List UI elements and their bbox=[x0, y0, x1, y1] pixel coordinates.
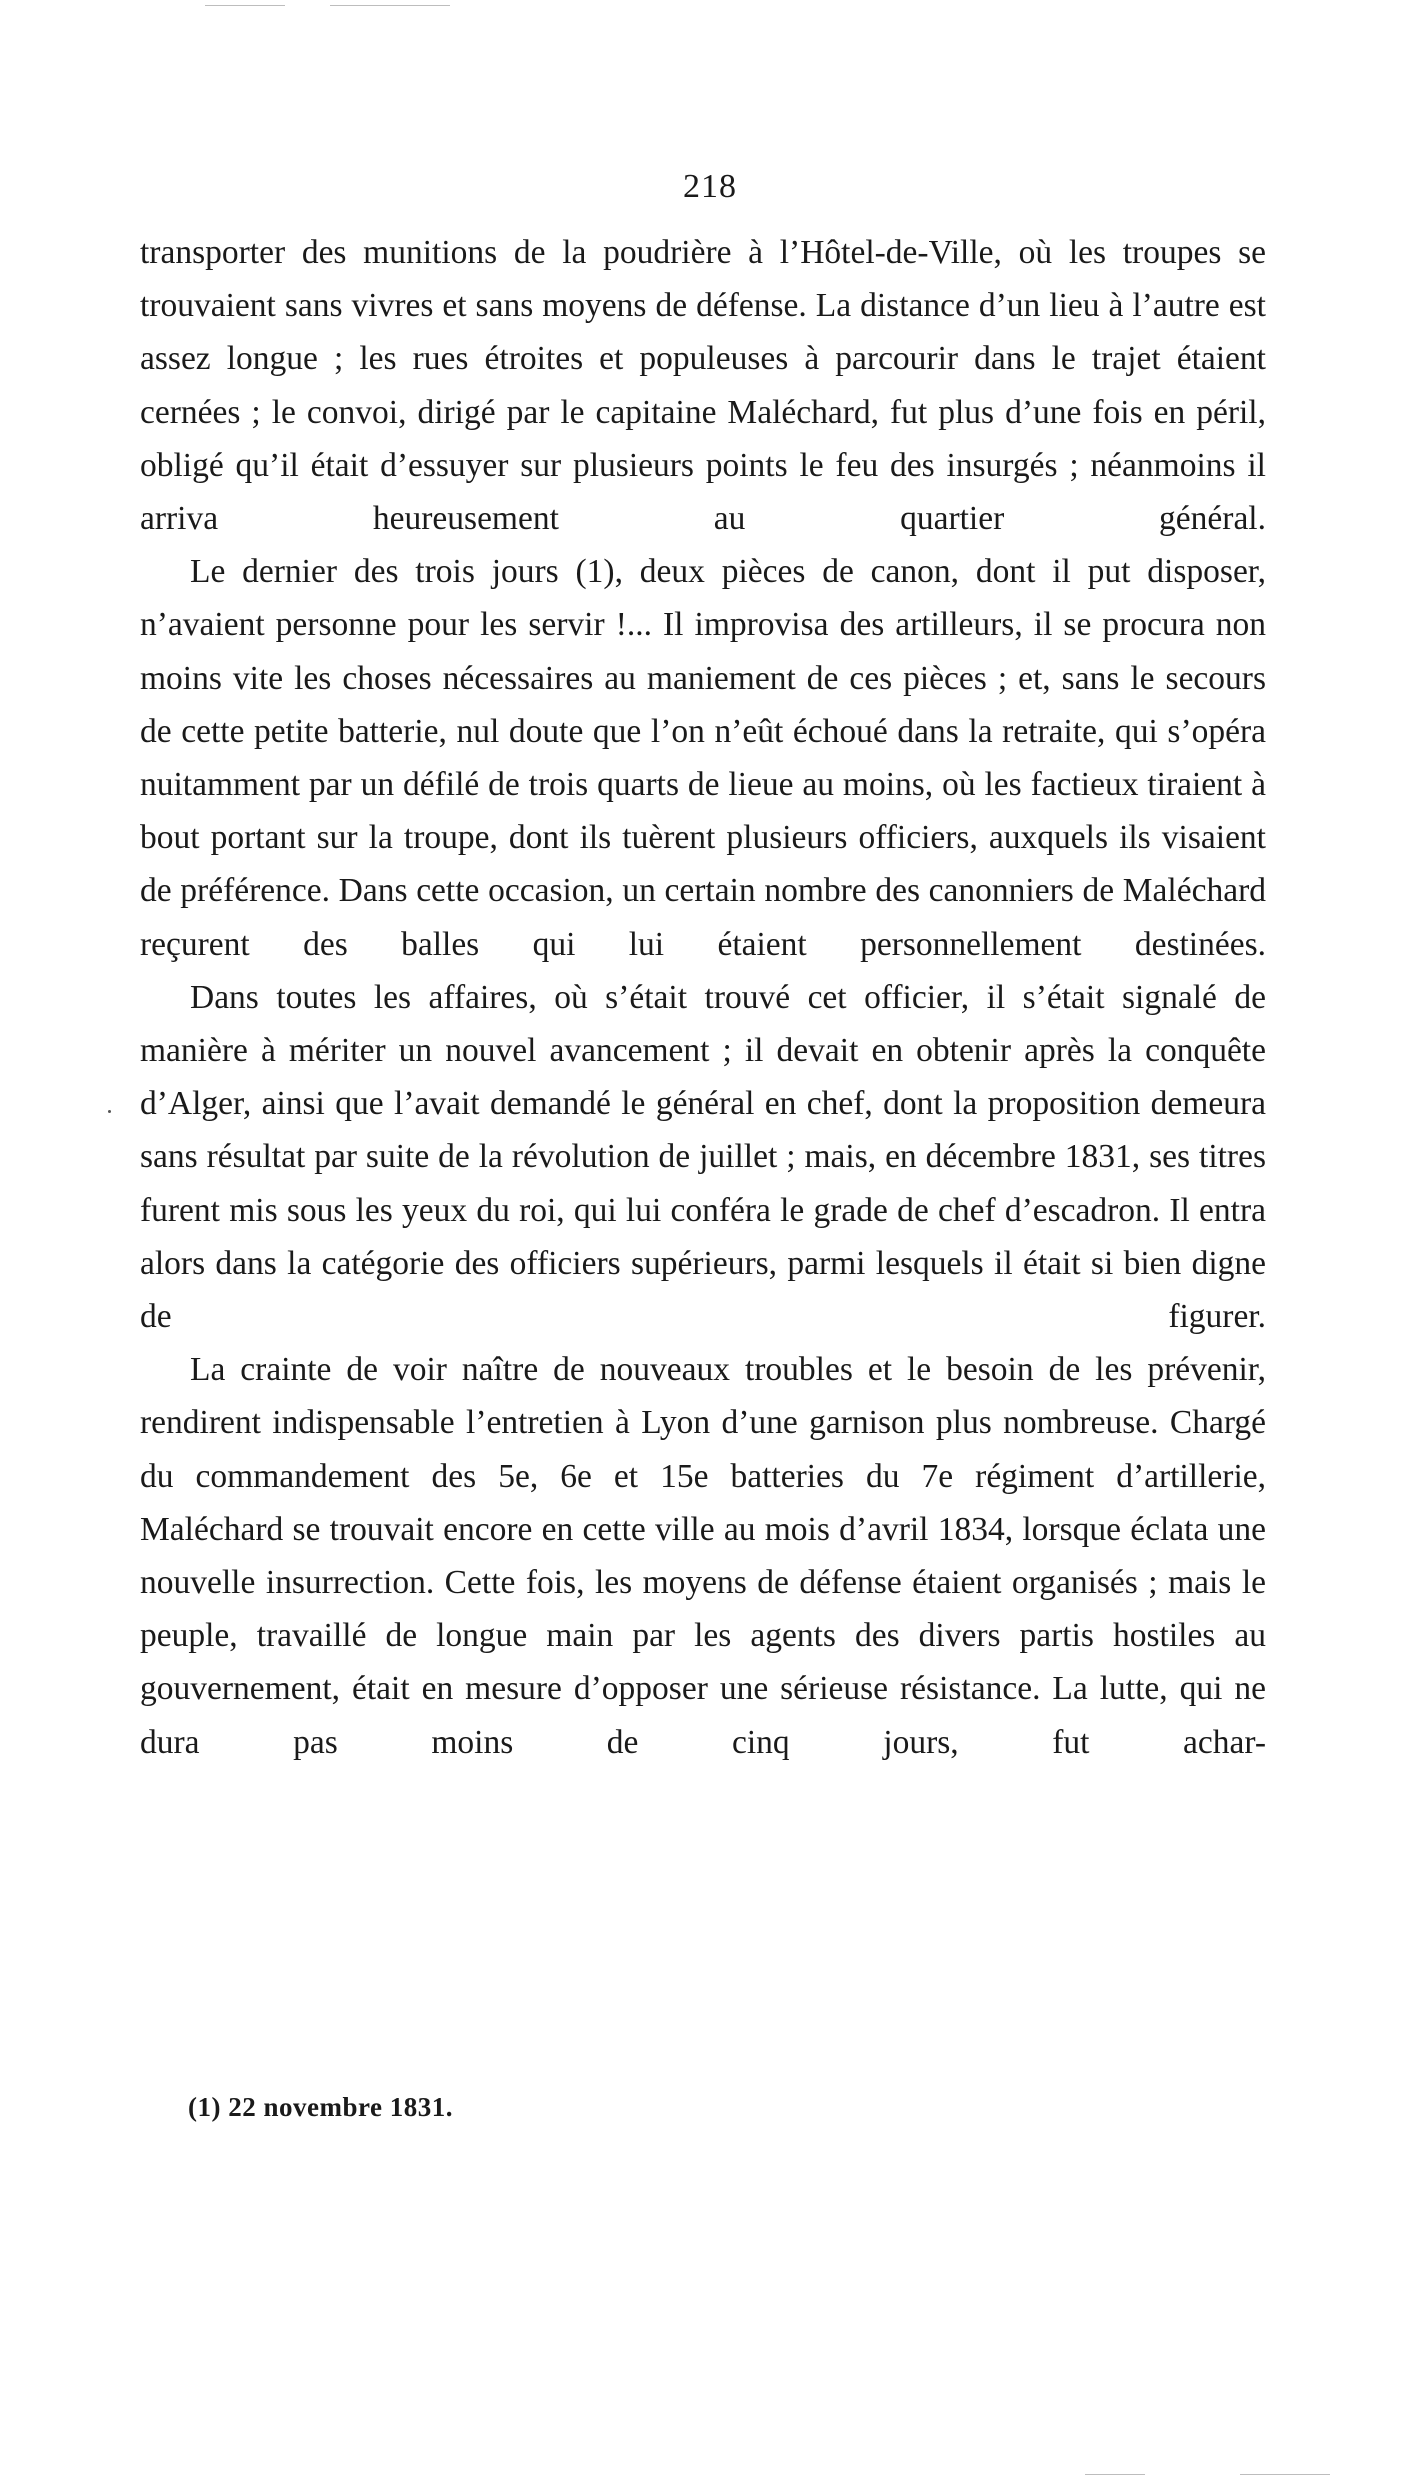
scan-artifact-top bbox=[330, 5, 450, 6]
paragraph: La crainte de voir naître de nouveaux troubles et le besoin de les prévenir, rendirent indispensable l’entretien à Lyon d’une garnison plus nombreuse. Chargé du commandement des 5e, 6e et 15e batteries du 7e régiment d’artillerie, Maléchard se trouvait encore en cette ville au mois d’avril 1834, lorsque éclata une nouvelle insurrection. Cette fois, les moyens de défense étaient organisés ; mais le peuple, travaillé de longue main par les agents des divers partis hostiles au gouvernement, était en mesure d’opposer une sérieuse résistance. La lutte, qui ne dura pas moins de cinq jours, fut achar- bbox=[140, 1351, 1266, 1761]
scan-artifact-bottom bbox=[1085, 2474, 1145, 2475]
main-text bbox=[140, 226, 1266, 1769]
paragraph: Dans toutes les affaires, où s’était trouvé cet officier, il s’était signalé de manière à mériter un nouvel avancement ; il devait en obtenir après la conquête d’Alger, ainsi que l’avait demandé le général en chef, dont la proposition demeura sans résultat par suite de la révolution de juillet ; mais, en décembre 1831, ses titres furent mis sous les yeux du roi, qui lui conféra le grade de chef d’escadron. Il entra alors dans la catégorie des officiers supérieurs, parmi lesquels il était si bien digne de figurer. bbox=[140, 978, 1266, 1336]
scan-artifact-bottom bbox=[1240, 2474, 1330, 2475]
paragraph: Le dernier des trois jours (1), deux pièces de canon, dont il put disposer, n’avaient personne pour les servir !... Il improvisa des artilleurs, il se procura non moins vite les choses nécessaires au maniement de ces pièces ; et, sans le secours de cette petite batterie, nul doute que l’on n’eût échoué dans la retraite, qui s’opéra nuitamment par un défilé de trois quarts de lieue au moins, où les factieux tiraient à bout portant sur la troupe, dont ils tuèrent plusieurs officiers, auxquels ils visaient de préférence. Dans cette occasion, un certain nombre des canonniers de Maléchard reçurent des balles qui lui étaient personnellement destinées. bbox=[140, 553, 1266, 963]
scan-artifact-top bbox=[205, 5, 285, 6]
page-number: 218 bbox=[683, 168, 737, 205]
paragraph: transporter des munitions de la poudrière à l’Hôtel-de-Ville, où les troupes se trouvaient sans vivres et sans moyens de défense. La distance d’un lieu à l’autre est assez longue ; les rues étroites et populeuses à parcourir dans le trajet étaient cernées ; le convoi, dirigé par le capitaine Maléchard, fut plus d’une fois en péril, obligé qu’il était d’essuyer sur plusieurs points le feu des insurgés ; néanmoins il arriva heureusement au quartier général. bbox=[140, 234, 1266, 538]
ink-speck bbox=[108, 1110, 111, 1113]
footnote: (1) 22 novembre 1831. bbox=[188, 2092, 453, 2122]
